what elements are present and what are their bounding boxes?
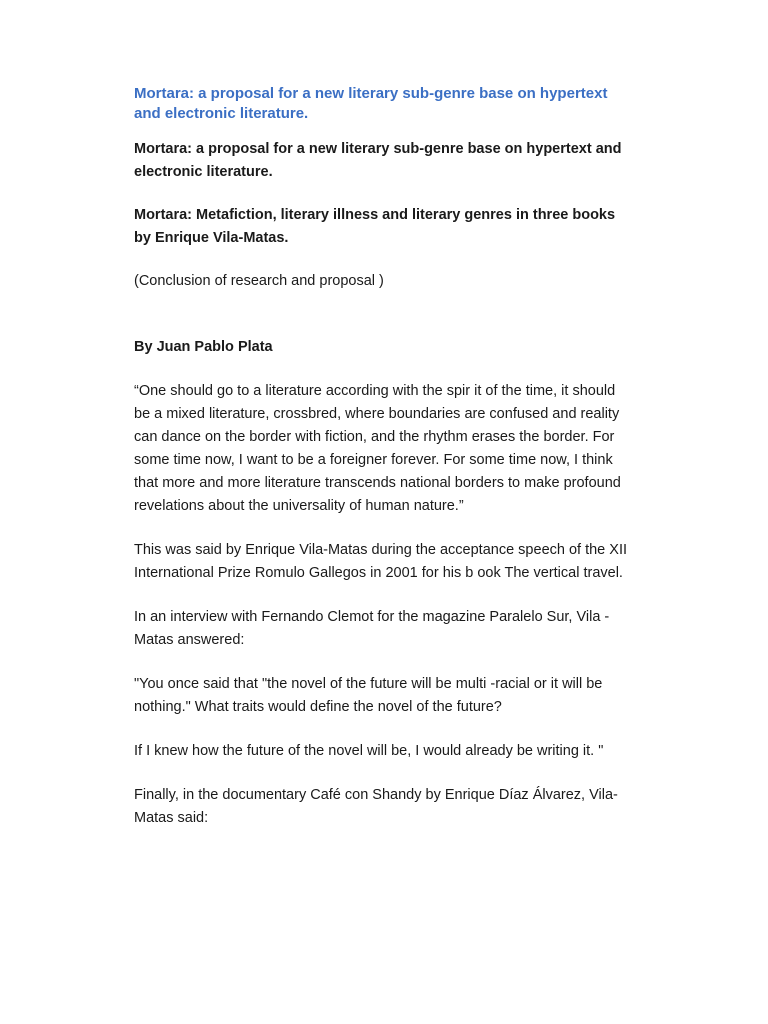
paragraph-question: "You once said that "the novel of the future will be multi -racial or it will be nothing." What traits would define the novel of the future?	[134, 676, 603, 715]
heading-primary: Mortara: a proposal for a new literary sub-genre base on hypertext and electronic literature.	[134, 141, 622, 180]
paragraph-answer: If I knew how the future of the novel will be, I would already be writing it. "	[134, 743, 604, 759]
paragraph-speech: This was said by Enrique Vila-Matas during the acceptance speech of the XII International Prize Romulo Gallegos in 2001 for his b ook The vertical travel.	[134, 542, 628, 581]
paragraph-interview: In an interview with Fernando Clemot for the magazine Paralelo Sur, Vila - Matas answered:	[134, 609, 610, 648]
paragraph-documentary: Finally, in the documentary Café con Shandy by Enrique Díaz Álvarez, Vila-Matas said:	[134, 787, 618, 826]
heading-secondary: Mortara: Metafiction, literary illness and literary genres in three books by Enrique Vila-Matas.	[134, 207, 616, 246]
byline: By Juan Pablo Plata	[134, 339, 273, 355]
document-page	[134, 84, 634, 830]
title-link[interactable]: Mortara: a proposal for a new literary sub-genre base on hypertext and electronic literature.	[134, 85, 608, 122]
subtitle: (Conclusion of research and proposal )	[134, 273, 384, 289]
paragraph-quote: “One should go to a literature according with the spir it of the time, it should be a mixed literature, crossbred, where boundaries are confused and reality can dance on the border with fiction, and the rhythm erases the border. For some time now, I want to be a foreigner forever. For some time now, I think that more and more literature transcends national borders to make profound revelations about the universality of human nature.”	[134, 383, 621, 514]
